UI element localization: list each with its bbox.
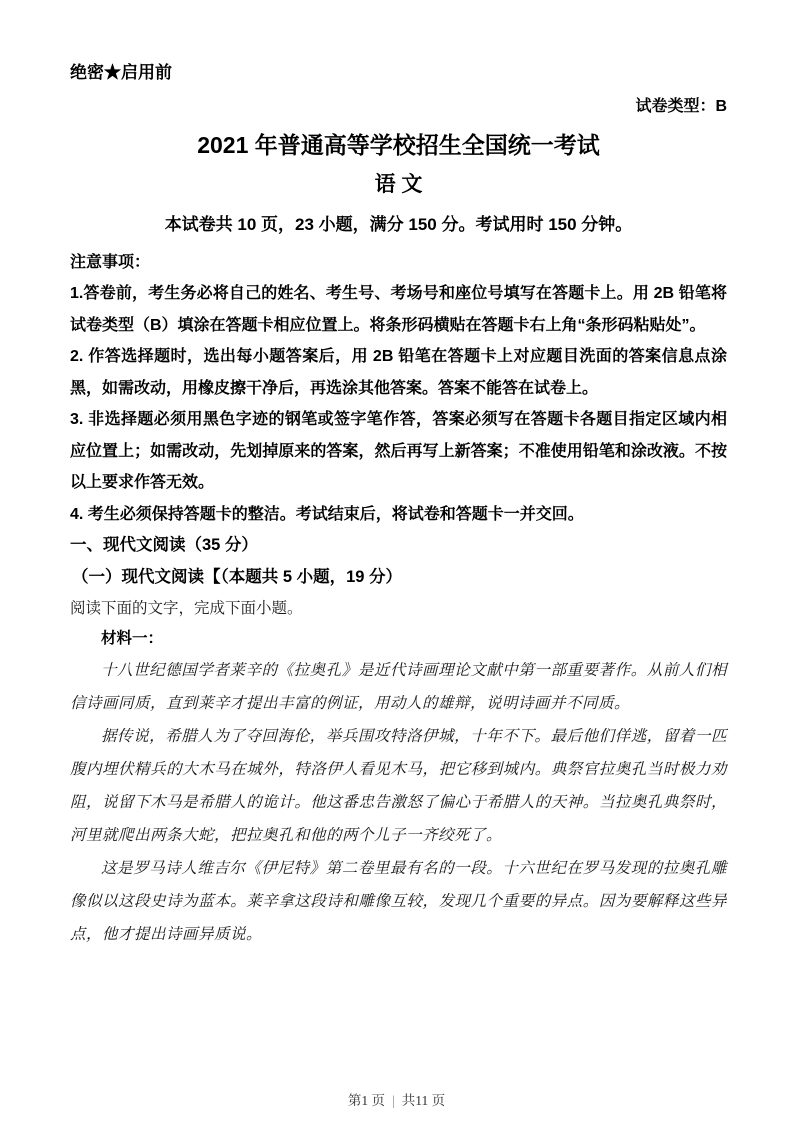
subsection-heading-modern-reading-1: （一）现代文阅读【（本题共 5 小题，19 分） xyxy=(72,567,403,586)
page-number-current: 第1 页 xyxy=(347,1093,386,1108)
material-paragraph-3: 这是罗马诗人维吉尔《伊尼特》第二卷里最有名的一段。十六世纪在罗马发现的拉奥孔雕像似以这段史诗为蓝本。莱辛拿这段诗和雕像互较，发现几个重要的异点。因为要解释这些异点，他才提出诗画异质说。 xyxy=(70,860,727,943)
notice-item-4: 4. 考生必须保持答题卡的整洁。考试结束后，将试卷和答题卡一并交回。 xyxy=(70,505,584,523)
notice-item-3: 3. 非选择题必须用黑色字迹的钢笔或签字笔作答，答案必须写在答题卡各题目指定区域内相应位置上；如需改动，先划掉原来的答案，然后再写上新答案；不准使用铅笔和涂改液。不按以上要求作答无效。 xyxy=(70,411,727,491)
exam-title: 2021 年普通高等学校招生全国统一考试 xyxy=(197,132,600,158)
subject-title: 语 文 xyxy=(374,173,423,196)
notice-item-2: 2. 作答选择题时，选出每小题答案后，用 2B 铅笔在答题卡上对应题目洗面的答案信息点涂黑，如需改动，用橡皮擦干净后，再选涂其他答案。答案不能答在试卷上。 xyxy=(70,348,727,397)
classification-banner: 绝密★启用前 xyxy=(70,63,172,82)
footer-separator-icon: | xyxy=(392,1093,395,1108)
page-number-total: 共11 页 xyxy=(401,1093,446,1108)
notice-item-1: 1.答卷前，考生务必将自己的姓名、考生号、考场号和座位号填写在答题卡上。用 2B 铅笔将试卷类型（B）填涂在答题卡相应位置上。将条形码横贴在答题卡右上角“条形码粘贴处”。 xyxy=(70,285,727,334)
section-heading-modern-reading: 一、现代文阅读（35 分） xyxy=(70,536,258,554)
material-paragraph-2: 据传说，希腊人为了夺回海伦，举兵围攻特洛伊城，十年不下。最后他们佯逃，留着一匹腹内埋伏精兵的大木马在城外，特洛伊人看见木马，把它移到城内。典祭官拉奥孔当时极力劝阻，说留下木马是希腊人的诡计。他这番忠告激怒了偏心于希腊人的天神。当拉奥孔典祭时，河里就爬出两条大蛇，把拉奥孔和他的两个儿子一齐绞死了。 xyxy=(70,728,727,844)
notice-heading: 注意事项： xyxy=(70,254,151,271)
paper-type-label: 试卷类型：B xyxy=(635,98,727,115)
material-one-heading: 材料一： xyxy=(101,630,164,647)
reading-instruction: 阅读下面的文字，完成下面小题。 xyxy=(70,600,303,617)
material-paragraph-1: 十八世纪德国学者莱辛的《拉奥孔》是近代诗画理论文献中第一部重要著作。从前人们相信诗画同质，直到莱辛才提出丰富的例证，用动人的雄辩，说明诗画并不同质。 xyxy=(70,662,727,712)
page-content xyxy=(70,0,727,951)
exam-info-line: 本试卷共 10 页，23 小题，满分 150 分。考试用时 150 分钟。 xyxy=(164,215,633,234)
page-footer xyxy=(0,1089,793,1109)
